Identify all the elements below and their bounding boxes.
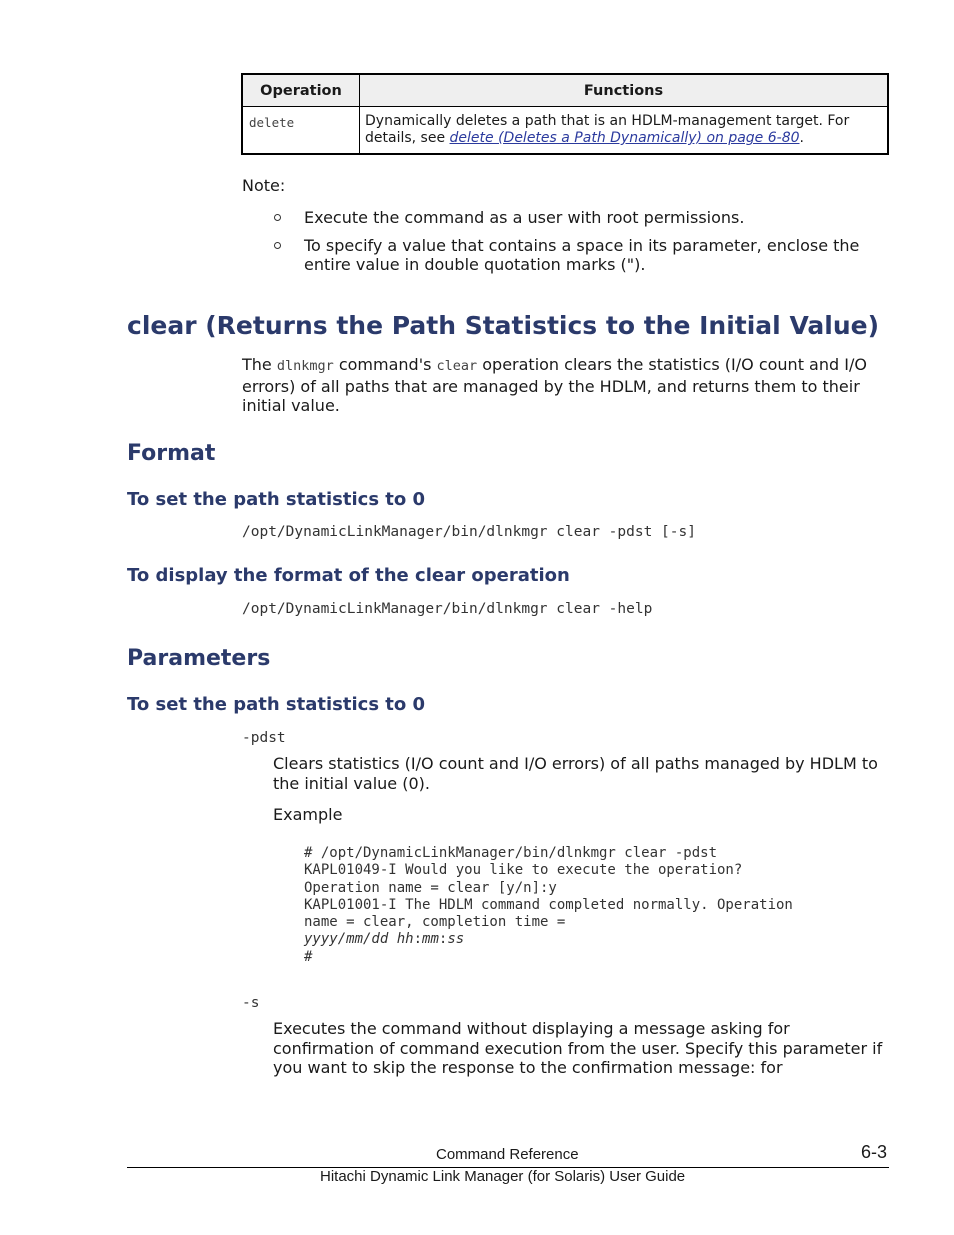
example-line: name = clear, completion time =: [304, 914, 566, 931]
table-header-operation: Operation: [242, 74, 360, 107]
format-subheading-help: To display the format of the clear operation: [127, 565, 570, 586]
format-command-pdst: /opt/DynamicLinkManager/bin/dlnkmgr clear -pdst [-s]: [242, 524, 696, 540]
example-line: KAPL01049-I Would you like to execute the operation?: [304, 862, 743, 879]
example-time-line: [304, 931, 793, 948]
footer-guide-title: Hitachi Dynamic Link Manager (for Solaris) User Guide: [320, 1168, 686, 1185]
table-header-functions: Functions: [360, 74, 889, 107]
delete-xref-link[interactable]: delete (Deletes a Path Dynamically) on page 6-80: [449, 130, 800, 146]
operations-table: [241, 73, 889, 155]
function-text-end: .: [799, 130, 804, 146]
format-command-help: /opt/DynamicLinkManager/bin/dlnkmgr clear -help: [242, 601, 653, 617]
example-line: KAPL01001-I The HDLM command completed normally. Operation: [304, 896, 793, 913]
time-mm-placeholder: mm: [422, 931, 439, 948]
list-item: [276, 236, 888, 275]
example-prompt-line: #: [304, 948, 313, 965]
example-label: Example: [273, 805, 343, 824]
parameters-subheading-pdst: To set the path statistics to 0: [127, 694, 426, 715]
table-row: [242, 107, 888, 155]
format-subheading-pdst: To set the path statistics to 0: [127, 489, 426, 510]
section-title: clear (Returns the Path Statistics to the Initial Value): [127, 311, 880, 340]
intro-text: The: [242, 355, 277, 374]
param-name-pdst: -pdst: [242, 730, 286, 746]
time-separator: :: [413, 931, 423, 948]
note-item-text: Execute the command as a user with root permissions.: [304, 208, 745, 227]
bullet-icon: [274, 214, 281, 221]
parameters-heading: Parameters: [127, 646, 271, 671]
note-item-text: To specify a value that contains a space in its parameter, enclose the entire value in double quotation marks (").: [304, 235, 860, 274]
time-separator: :: [438, 931, 448, 948]
param-name-s: -s: [242, 995, 260, 1011]
section-intro: [242, 355, 888, 416]
page-number: 6-3: [861, 1142, 888, 1162]
footer-chapter: Command Reference: [436, 1146, 579, 1163]
list-item: [276, 208, 888, 228]
note-list: [276, 208, 888, 283]
operation-cell: delete: [242, 107, 360, 155]
bullet-icon: [274, 242, 281, 249]
example-code-block: [304, 845, 793, 966]
param-desc-pdst: Clears statistics (I/O count and I/O errors) of all paths managed by HDLM to the initial value (0).: [273, 754, 878, 793]
function-text: Dynamically deletes a path that is an HDLM-management target. For details, see: [365, 113, 850, 146]
intro-code-dlnkmgr: dlnkmgr: [276, 358, 334, 374]
format-heading: Format: [127, 441, 216, 466]
intro-text: operation clears the statistics (I/O count and I/O errors) of all paths that are managed by the HDLM, and returns them to their initial value.: [242, 355, 867, 415]
intro-code-clear: clear: [436, 358, 478, 374]
example-line: # /opt/DynamicLinkManager/bin/dlnkmgr clear -pdst: [304, 845, 718, 861]
function-cell: [360, 107, 889, 155]
time-hh-placeholder: hh: [396, 931, 414, 948]
example-line: Operation name = clear [y/n]:y: [304, 879, 557, 896]
intro-text: command's: [333, 355, 437, 374]
time-date-placeholder: yyyy/mm/dd: [304, 931, 389, 948]
time-ss-placeholder: ss: [447, 931, 465, 948]
param-desc-s: Executes the command without displaying a message asking for confirmation of command execution from the user. Specify this parameter if you want to skip the response to the confirmation message: for: [273, 1019, 883, 1077]
note-label: Note:: [242, 176, 286, 195]
